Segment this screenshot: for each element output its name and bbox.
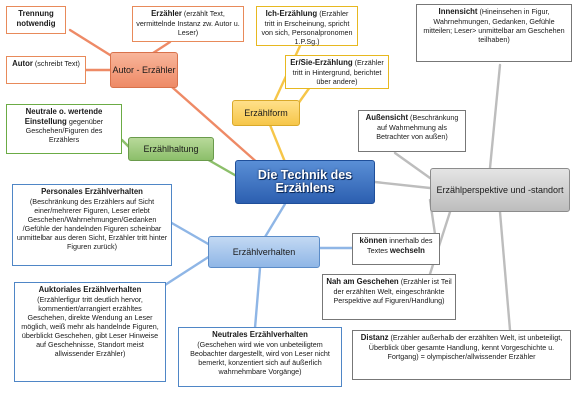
nah-title: Nah am Geschehen [326,277,399,286]
hub-erzaehlhaltung [128,137,214,161]
hub-erzaehlform-label: Erzählform [244,107,288,118]
neutral-title: Neutrales Erzählverhalten [212,330,308,339]
autor-desc: (schreibt Text) [34,59,80,68]
auktorial-title: Auktoriales Erzählverhalten [38,285,142,294]
link-persp-distanz [500,212,510,330]
neutral-wertend-desc: gegenüber Geschehen/Figuren des Erzählers [25,116,104,145]
ersie-desc: (Erzähler tritt in Hintergrund, berichtet über andere) [292,58,384,86]
link-verhalten-neutral [255,268,260,328]
ersie-title: Er/Sie-Erzählung [290,58,353,67]
aussensicht-title: Außensicht [365,113,409,122]
center-title [235,160,375,204]
link-center-perspektive [375,182,430,188]
nah-desc: (Erzähler ist Teil der erzählten Welt, eingeschränkte Perspektive auf Figuren/Handlung) [333,277,452,305]
link-verhalten-personal [170,222,210,245]
wechsel-box [352,233,440,265]
distanz-title: Distanz [360,333,389,342]
auktorial-desc: (Erzählerfigur tritt deutlich hervor, kommentiert/arrangiert erzähltes Geschehen, direkte Wendung an Leser möglich, weiß mehr als handelnde Figuren, überblickt Geschehen, gibt Leser Hinweise auf Geschehnisse, Standort meist allwissender Erzähler) [21,294,159,358]
innensicht-title: Innensicht [438,7,478,16]
aussensicht-desc: (Beschränkung auf Wahrnehmung als Betrachter von außen) [376,113,459,141]
auktorial-box [14,282,166,382]
hub-autor-erzaehler-label: Autor - Erzähler [112,64,176,75]
distanz-box [352,330,571,380]
nah-box [322,274,456,320]
link-center-form [268,120,285,162]
hub-perspektive [430,168,570,212]
autor-box [6,56,86,84]
trennung-box [6,6,66,34]
ich-desc: (Erzähler tritt in Erscheinung, spricht von sich, Personalpronomen 1.P.Sg.) [261,9,353,46]
link-center-verhalten [265,204,285,237]
personal-title: Personales Erzählverhalten [41,187,143,196]
hub-erzaehlhaltung-label: Erzählhaltung [143,143,199,154]
neutral-desc: (Geschehen wird wie von unbeteiligtem Beobachter dargestellt, wird von Leser nicht bemerkt, konzentiert sich auf äußerlich wahrnehmbare Vorgänge) [190,339,330,376]
ich-box [256,6,358,46]
personal-box [12,184,172,266]
neutral-box [178,327,342,387]
wechsel-mid: innerhalb des Textes [367,236,433,255]
hub-erzaehlverhalten-label: Erzählverhalten [232,246,296,257]
wechsel-post: wechseln [389,245,425,255]
hub-erzaehlform [232,100,300,126]
innensicht-box [416,4,572,62]
link-persp-aussensicht [395,153,430,178]
neutral-wertend-box [6,104,122,154]
ich-title: Ich-Erzählung [265,9,318,18]
link-persp-innensicht [490,65,500,168]
distanz-desc: (Erzähler außerhalb der erzählten Welt, ist unbeteiligt, Überblick über gesamte Handlung, kennt Vorgeschichte u. Fortgang) = olympischer/allwissender Erzähler [368,333,563,361]
autor-title: Autor [12,59,33,68]
erzaehler-title: Erzähler [151,9,182,18]
trennung-text: Trennung notwendig [16,9,56,28]
innensicht-desc: (Hineinsehen in Figur, Wahrnehmungen, Gedanken, Gefühle mitteilen; Leser> unmittelbar am Geschehen teilhaben) [423,7,565,44]
center-title-text: Die Technik des Erzählens [257,167,353,195]
ersie-box [285,55,389,89]
wechsel-pre: können [359,236,388,245]
erzaehler-desc: (erzählt Text, vermittelnde Instanz zw. Autor u. Leser) [136,9,240,37]
hub-erzaehlverhalten [208,236,320,268]
hub-perspektive-label: Erzählperspektive und -standort [436,184,564,195]
personal-desc: (Beschränkung des Erzählers auf Sicht einer/mehrerer Figuren, Leser erlebt Geschehen/Wahrnehmungen/Gedanken /Gefühle der handelnden Figuren scheinbar unmittelbar aus deren Sicht, Erzähler tritt hinter Figuren zurück) [16,196,168,251]
erzaehler-box [132,6,244,42]
aussensicht-box [358,110,466,152]
neutral-wertend-title: Neutrale o. wertende Einstellung [24,107,103,126]
hub-autor-erzaehler [110,52,178,88]
